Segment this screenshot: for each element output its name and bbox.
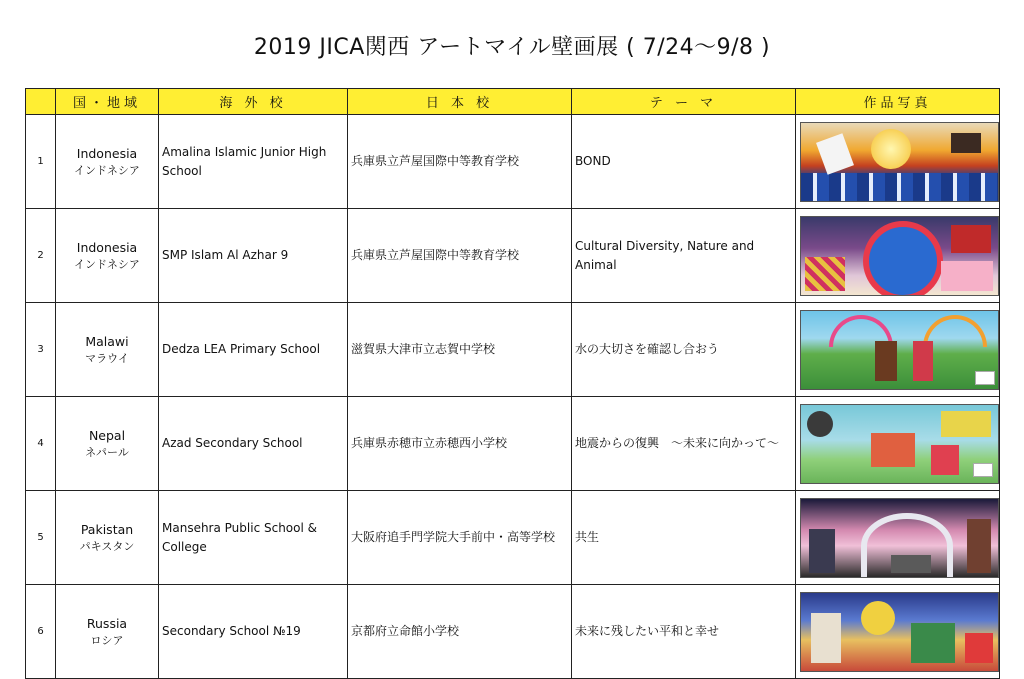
japan-school: 京都府立命館小学校 — [348, 585, 572, 679]
theme: Cultural Diversity, Nature and Animal — [572, 209, 796, 303]
country-cell — [56, 303, 159, 397]
table-row — [26, 491, 1000, 585]
overseas-school: Mansehra Public School & College — [159, 491, 348, 585]
artwork-photo[interactable] — [800, 310, 999, 390]
theme: 共生 — [572, 491, 796, 585]
row-number: 5 — [26, 491, 56, 585]
table-row — [26, 115, 1000, 209]
photo-cell — [796, 397, 1000, 491]
artwork-photo[interactable] — [800, 122, 999, 202]
header-photo: 作品写真 — [796, 89, 1000, 115]
header-row — [26, 89, 1000, 115]
photo-cell — [796, 585, 1000, 679]
row-number: 6 — [26, 585, 56, 679]
country-ja: インドネシア — [74, 163, 140, 177]
header-country: 国・地域 — [56, 89, 159, 115]
country-ja: インドネシア — [74, 257, 140, 271]
photo-cell — [796, 491, 1000, 585]
japan-school: 兵庫県立芦屋国際中等教育学校 — [348, 115, 572, 209]
country-cell — [56, 209, 159, 303]
country-ja: パキスタン — [79, 539, 135, 553]
country-cell — [56, 491, 159, 585]
japan-school: 兵庫県赤穂市立赤穂西小学校 — [348, 397, 572, 491]
header-overseas-school: 海 外 校 — [159, 89, 348, 115]
country-cell — [56, 397, 159, 491]
table-row — [26, 397, 1000, 491]
country-ja: ネパール — [85, 445, 129, 459]
overseas-school: Secondary School №19 — [159, 585, 348, 679]
country-cell — [56, 115, 159, 209]
exhibition-table — [25, 88, 1000, 679]
country-en: Pakistan — [80, 521, 134, 537]
table-row — [26, 209, 1000, 303]
country-en: Russia — [86, 615, 128, 631]
artwork-photo[interactable] — [800, 216, 999, 296]
row-number: 4 — [26, 397, 56, 491]
photo-cell — [796, 303, 1000, 397]
row-number: 2 — [26, 209, 56, 303]
page-title: 2019 JICA関西 アートマイル壁画展 ( 7/24～9/8 ) — [253, 35, 771, 60]
theme: 水の大切さを確認し合おう — [572, 303, 796, 397]
theme: BOND — [572, 115, 796, 209]
artwork-photo[interactable] — [800, 592, 999, 672]
table-row — [26, 585, 1000, 679]
overseas-school: Azad Secondary School — [159, 397, 348, 491]
japan-school: 滋賀県大津市立志賀中学校 — [348, 303, 572, 397]
photo-cell — [796, 209, 1000, 303]
country-en: Malawi — [85, 333, 129, 349]
overseas-school: SMP Islam Al Azhar 9 — [159, 209, 348, 303]
country-en: Nepal — [88, 427, 126, 443]
overseas-school: Amalina Islamic Junior High School — [159, 115, 348, 209]
overseas-school: Dedza LEA Primary School — [159, 303, 348, 397]
japan-school: 大阪府追手門学院大手前中・高等学校 — [348, 491, 572, 585]
country-en: Indonesia — [76, 145, 138, 161]
row-number: 1 — [26, 115, 56, 209]
header-number — [26, 89, 56, 115]
theme: 地震からの復興 ～未来に向かって～ — [572, 397, 796, 491]
japan-school: 兵庫県立芦屋国際中等教育学校 — [348, 209, 572, 303]
row-number: 3 — [26, 303, 56, 397]
artwork-photo[interactable] — [800, 498, 999, 578]
header-theme: テ ー マ — [572, 89, 796, 115]
country-ja: マラウイ — [85, 351, 129, 365]
country-cell — [56, 585, 159, 679]
country-ja: ロシア — [90, 633, 124, 647]
artwork-photo[interactable] — [800, 404, 999, 484]
table-row — [26, 303, 1000, 397]
photo-cell — [796, 115, 1000, 209]
theme: 未来に残したい平和と幸せ — [572, 585, 796, 679]
header-japan-school: 日 本 校 — [348, 89, 572, 115]
country-en: Indonesia — [76, 239, 138, 255]
